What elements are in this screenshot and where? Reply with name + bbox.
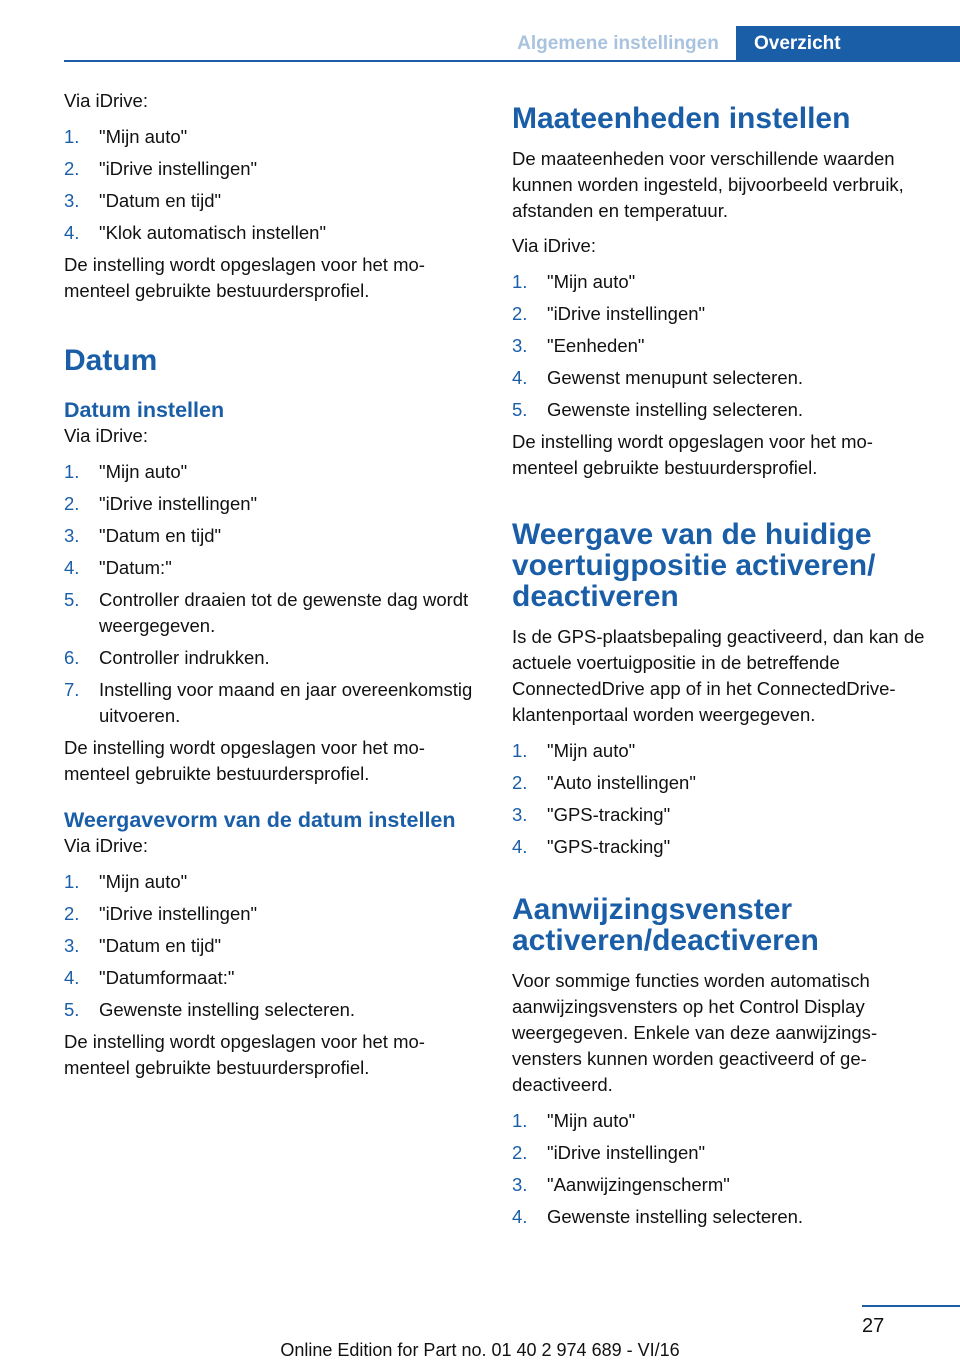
via-idrive-label: Via iDrive: — [512, 235, 596, 256]
step-item — [512, 1108, 928, 1134]
subheading-weergavevorm: Weergavevorm van de datum instellen — [64, 808, 456, 832]
step-number: 3. — [512, 804, 528, 825]
step-text: Gewenste instelling selecteren. — [99, 999, 356, 1020]
step-text: "Datum:" — [99, 557, 172, 578]
step-number: 1. — [512, 1110, 528, 1131]
steps-list-date — [64, 459, 476, 729]
step-item — [64, 965, 476, 991]
step-number: 4. — [512, 367, 528, 388]
step-text: Gewenst menupunt selecteren. — [547, 367, 804, 388]
step-item — [512, 397, 928, 423]
step-number: 1. — [64, 126, 80, 147]
step-item — [64, 459, 476, 485]
step-text: "Datum en tijd" — [99, 935, 222, 956]
step-number: 1. — [64, 461, 80, 482]
step-number: 4. — [64, 222, 80, 243]
step-number: 2. — [512, 303, 528, 324]
via-idrive-label: Via iDrive: — [64, 90, 148, 111]
step-item — [64, 188, 476, 214]
step-text: Gewenste instelling selecteren. — [547, 1206, 804, 1227]
step-text: "iDrive instellingen" — [99, 158, 258, 179]
steps-list-dateformat — [64, 869, 476, 1023]
step-item — [512, 802, 928, 828]
left-column — [64, 88, 476, 1081]
step-text: "Datum en tijd" — [99, 525, 222, 546]
step-item — [512, 333, 928, 359]
step-number: 6. — [64, 647, 80, 668]
header-rule — [64, 60, 960, 62]
step-number: 2. — [64, 493, 80, 514]
note-text: De instelling wordt opgeslagen voor het momenteel gebruikte bestuurdersprofiel. — [64, 737, 425, 784]
step-number: 3. — [512, 1174, 528, 1195]
step-text: "GPS-tracking" — [547, 804, 671, 825]
step-text: Controller indrukken. — [99, 647, 270, 668]
step-item — [64, 491, 476, 517]
step-text: "Mijn auto" — [547, 740, 636, 761]
steps-list-clock — [64, 124, 476, 246]
chapter-tab-label: Overzicht — [754, 33, 841, 54]
step-text: "Eenheden" — [547, 335, 645, 356]
step-number: 7. — [64, 679, 80, 700]
note-text: De instelling wordt opgeslagen voor het momenteel gebruikte bestuurdersprofiel. — [64, 1031, 425, 1078]
page-number — [862, 1315, 922, 1338]
step-number: 4. — [64, 557, 80, 578]
step-number: 4. — [512, 1206, 528, 1227]
step-number: 3. — [512, 335, 528, 356]
step-number: 5. — [512, 399, 528, 420]
step-number: 4. — [64, 967, 80, 988]
step-number: 2. — [512, 1142, 528, 1163]
step-item — [64, 220, 476, 246]
step-number: 3. — [64, 935, 80, 956]
step-item — [512, 1140, 928, 1166]
via-idrive-label: Via iDrive: — [64, 425, 148, 446]
step-text: Gewenste instelling selecteren. — [547, 399, 804, 420]
body-text: De maateenheden voor verschillende waarden kunnen worden ingesteld, bijvoorbeeld verbruik, afstanden en temperatuur. — [512, 148, 904, 221]
page-number-value: 27 — [862, 1315, 885, 1337]
body-text: Voor sommige functies worden automatisch aanwijzingsvensters op het Control Display weergegeven. Enkele van deze aanwijzingsvensters kunnen worden geactiveerd of gedeactiveerd. — [512, 970, 878, 1095]
step-number: 2. — [512, 772, 528, 793]
step-number: 1. — [64, 871, 80, 892]
step-text: "Datum en tijd" — [99, 190, 222, 211]
step-item — [512, 1172, 928, 1198]
note-text: De instelling wordt opgeslagen voor het momenteel gebruikte bestuurdersprofiel. — [64, 254, 425, 301]
heading-datum: Datum — [64, 344, 158, 377]
step-number: 2. — [64, 903, 80, 924]
step-item — [64, 869, 476, 895]
step-number: 1. — [512, 271, 528, 292]
chapter-tab — [736, 26, 960, 62]
step-item — [64, 645, 476, 671]
step-text: "iDrive instellingen" — [99, 493, 258, 514]
step-item — [512, 1204, 928, 1230]
step-number: 1. — [512, 740, 528, 761]
body-text: Is de GPS-plaatsbepaling geactiveerd, dan kan de actuele voertuigpositie in de betreffende ConnectedDrive app of in het ConnectedDrive-klantenportaal worden weergegeven. — [512, 626, 925, 725]
via-idrive-label: Via iDrive: — [64, 835, 148, 856]
step-item — [64, 901, 476, 927]
right-column — [512, 88, 928, 1236]
step-text: "Klok automatisch instellen" — [99, 222, 327, 243]
step-text: "Auto instellingen" — [547, 772, 696, 793]
step-text: "Aanwijzingenscherm" — [547, 1174, 730, 1195]
step-item — [64, 587, 476, 639]
step-number: 3. — [64, 190, 80, 211]
step-item — [64, 124, 476, 150]
step-text: "Datumformaat:" — [99, 967, 235, 988]
heading-aanwijzingsvenster: Aanwijzingsvenster activeren/deactiveren — [512, 893, 819, 957]
step-item — [512, 365, 928, 391]
step-number: 5. — [64, 589, 80, 610]
step-item — [64, 523, 476, 549]
edition-note: Online Edition for Part no. 01 40 2 974 689 - VI/16 — [280, 1340, 680, 1360]
step-text: Instelling voor maand en jaar overeenkomstig uitvoeren. — [99, 679, 473, 726]
step-item — [64, 997, 476, 1023]
step-item — [512, 770, 928, 796]
step-text: "GPS-tracking" — [547, 836, 671, 857]
step-item — [64, 677, 476, 729]
step-item — [512, 301, 928, 327]
step-number: 4. — [512, 836, 528, 857]
step-number: 2. — [64, 158, 80, 179]
section-title: Algemene instellingen — [517, 33, 719, 54]
step-item — [512, 834, 928, 860]
note-text: De instelling wordt opgeslagen voor het momenteel gebruikte bestuurdersprofiel. — [512, 431, 873, 478]
step-item — [64, 555, 476, 581]
step-item — [64, 933, 476, 959]
subheading-datum-instellen: Datum instellen — [64, 398, 225, 422]
step-item — [64, 156, 476, 182]
step-number: 5. — [64, 999, 80, 1020]
step-item — [512, 738, 928, 764]
step-text: "Mijn auto" — [99, 461, 188, 482]
step-number: 3. — [64, 525, 80, 546]
footer-rule — [862, 1305, 960, 1307]
steps-list-gps — [512, 738, 928, 860]
steps-list-units — [512, 269, 928, 423]
step-text: "iDrive instellingen" — [547, 303, 706, 324]
step-text: "Mijn auto" — [99, 871, 188, 892]
step-text: "Mijn auto" — [547, 271, 636, 292]
step-text: "iDrive instellingen" — [99, 903, 258, 924]
step-item — [512, 269, 928, 295]
heading-voertuigpositie: Weergave van de huidige voertuigpositie activeren/ deactiveren — [512, 518, 876, 613]
heading-maateenheden: Maateenheden instellen — [512, 102, 851, 135]
step-text: "Mijn auto" — [547, 1110, 636, 1131]
step-text: "iDrive instellingen" — [547, 1142, 706, 1163]
steps-list-hints — [512, 1108, 928, 1230]
step-text: Controller draaien tot de gewenste dag wordt weergegeven. — [99, 589, 469, 636]
step-text: "Mijn auto" — [99, 126, 188, 147]
